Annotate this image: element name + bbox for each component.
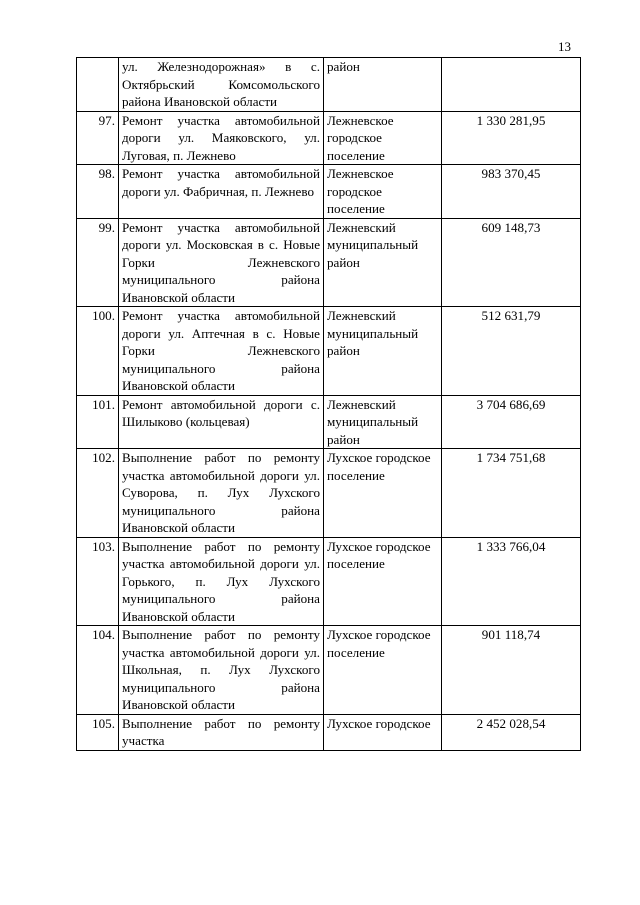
work-description: Выполнение работ по ремонту участка автомобильной дороги ул. Горького, п. Лух Лухского муниципального района Ивановской области bbox=[119, 537, 324, 626]
work-description: Выполнение работ по ремонту участка автомобильной дороги ул. Школьная, п. Лух Лухского муниципального района Ивановской области bbox=[119, 626, 324, 715]
work-description: ул. Железнодорожная» в с. Октябрьский Комсомольского района Ивановской области bbox=[119, 58, 324, 112]
amount: 2 452 028,54 bbox=[442, 714, 581, 750]
table-row bbox=[77, 714, 581, 750]
table-row bbox=[77, 111, 581, 165]
table-row bbox=[77, 449, 581, 538]
row-number: 101. bbox=[77, 395, 119, 449]
municipality: Лухское городское поселение bbox=[324, 626, 442, 715]
table-row bbox=[77, 395, 581, 449]
work-description: Выполнение работ по ремонту участка автомобильной дороги ул. Суворова, п. Лух Лухского муниципального района Ивановской области bbox=[119, 449, 324, 538]
work-description: Выполнение работ по ремонту участка bbox=[119, 714, 324, 750]
amount: 901 118,74 bbox=[442, 626, 581, 715]
municipality: Лухское городское поселение bbox=[324, 537, 442, 626]
row-number: 105. bbox=[77, 714, 119, 750]
table-row bbox=[77, 307, 581, 396]
row-number bbox=[77, 58, 119, 112]
municipality: Лежневский муниципальный район bbox=[324, 395, 442, 449]
page-bottom-margin bbox=[0, 862, 640, 905]
amount: 1 333 766,04 bbox=[442, 537, 581, 626]
table-row bbox=[77, 218, 581, 307]
row-number: 102. bbox=[77, 449, 119, 538]
row-number: 104. bbox=[77, 626, 119, 715]
work-description: Ремонт автомобильной дороги с. Шилыково (кольцевая) bbox=[119, 395, 324, 449]
municipality: Лежневское городское поселение bbox=[324, 111, 442, 165]
table-row bbox=[77, 58, 581, 112]
municipality: Лежневский муниципальный район bbox=[324, 218, 442, 307]
registry-table bbox=[76, 57, 581, 751]
amount: 3 704 686,69 bbox=[442, 395, 581, 449]
page-number: 13 bbox=[558, 39, 571, 54]
municipality: Лухское городское bbox=[324, 714, 442, 750]
work-description: Ремонт участка автомобильной дороги ул. Московская в с. Новые Горки Лежневского муниципального района Ивановской области bbox=[119, 218, 324, 307]
table-row bbox=[77, 537, 581, 626]
municipality: Лухское городское поселение bbox=[324, 449, 442, 538]
work-description: Ремонт участка автомобильной дороги ул. Маяковского, ул. Луговая, п. Лежнево bbox=[119, 111, 324, 165]
row-number: 97. bbox=[77, 111, 119, 165]
work-description: Ремонт участка автомобильной дороги ул. Аптечная в с. Новые Горки Лежневского муниципального района Ивановской области bbox=[119, 307, 324, 396]
amount: 983 370,45 bbox=[442, 165, 581, 219]
table-row bbox=[77, 626, 581, 715]
amount: 609 148,73 bbox=[442, 218, 581, 307]
row-number: 99. bbox=[77, 218, 119, 307]
municipality: Лежневский муниципальный район bbox=[324, 307, 442, 396]
amount: 1 734 751,68 bbox=[442, 449, 581, 538]
amount: 1 330 281,95 bbox=[442, 111, 581, 165]
row-number: 103. bbox=[77, 537, 119, 626]
row-number: 100. bbox=[77, 307, 119, 396]
work-description: Ремонт участка автомобильной дороги ул. Фабричная, п. Лежнево bbox=[119, 165, 324, 219]
municipality: район bbox=[324, 58, 442, 112]
amount bbox=[442, 58, 581, 112]
row-number: 98. bbox=[77, 165, 119, 219]
table-row bbox=[77, 165, 581, 219]
amount: 512 631,79 bbox=[442, 307, 581, 396]
municipality: Лежневское городское поселение bbox=[324, 165, 442, 219]
